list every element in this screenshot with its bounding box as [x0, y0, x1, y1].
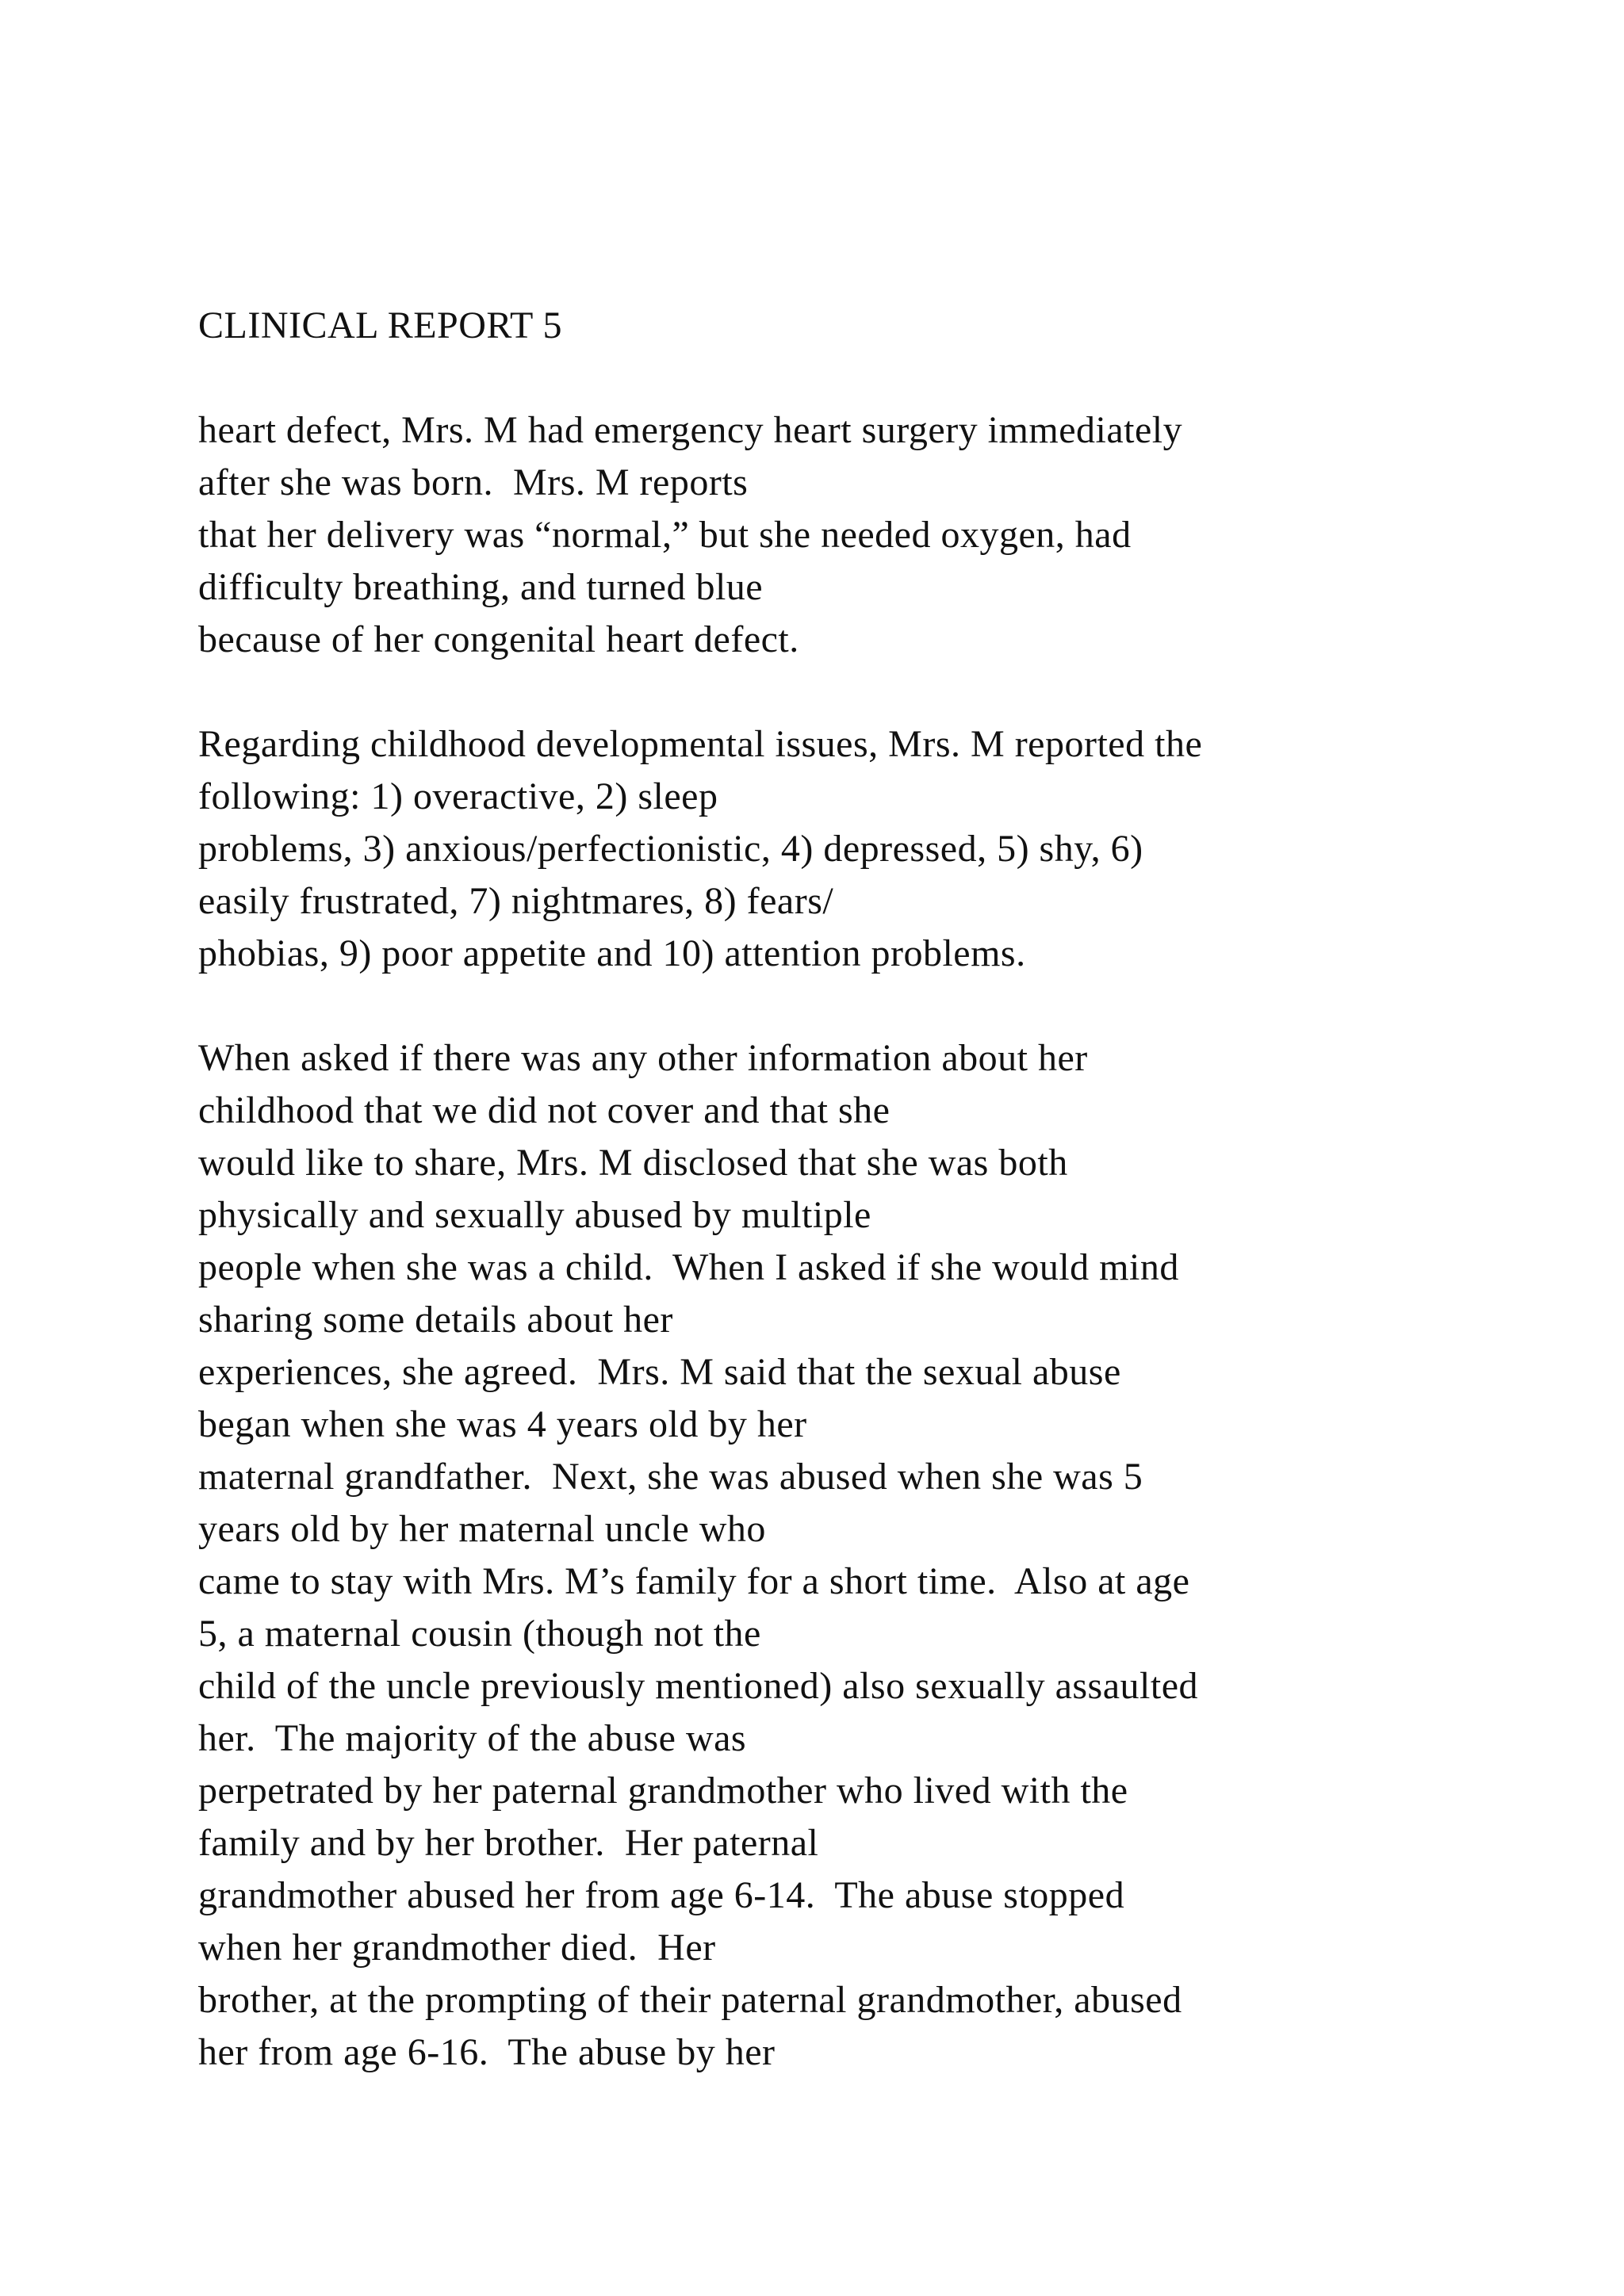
text-line: that her delivery was “normal,” but she needed oxygen, had [198, 514, 1132, 556]
paragraph-birth-history [198, 404, 1546, 666]
text-line: following: 1) overactive, 2) sleep [198, 775, 718, 817]
text-line: her. The majority of the abuse was [198, 1717, 747, 1759]
text-line: childhood that we did not cover and that she [198, 1089, 891, 1131]
text-line: experiences, she agreed. Mrs. M said that the sexual abuse [198, 1351, 1121, 1393]
paragraph-spacer [198, 666, 1546, 718]
text-line: because of her congenital heart defect. [198, 618, 799, 660]
text-line: her from age 6-16. The abuse by her [198, 2031, 776, 2073]
document-body [198, 300, 1546, 2079]
text-line: perpetrated by her paternal grandmother who lived with the [198, 1770, 1128, 1812]
paragraph-abuse-history [198, 1032, 1546, 2079]
text-line: sharing some details about her [198, 1299, 673, 1341]
text-line: When asked if there was any other information about her [198, 1037, 1088, 1079]
text-line: years old by her maternal uncle who [198, 1508, 766, 1550]
text-line: family and by her brother. Her paternal [198, 1822, 819, 1864]
text-line: difficulty breathing, and turned blue [198, 566, 764, 608]
text-line: began when she was 4 years old by her [198, 1403, 807, 1445]
paragraph-spacer [198, 352, 1546, 404]
text-line: easily frustrated, 7) nightmares, 8) fears/ [198, 880, 834, 922]
text-line: after she was born. Mrs. M reports [198, 461, 749, 503]
text-line: 5, a maternal cousin (though not the [198, 1613, 761, 1655]
text-line: problems, 3) anxious/perfectionistic, 4) depressed, 5) shy, 6) [198, 828, 1143, 870]
paragraph-developmental-issues [198, 718, 1546, 980]
text-line: brother, at the prompting of their paternal grandmother, abused [198, 1979, 1182, 2021]
text-line: heart defect, Mrs. M had emergency heart surgery immediately [198, 409, 1183, 451]
text-line: physically and sexually abused by multiple [198, 1194, 871, 1236]
text-line: came to stay with Mrs. M’s family for a short time. Also at age [198, 1560, 1190, 1602]
text-line: when her grandmother died. Her [198, 1927, 716, 1969]
text-line: Regarding childhood developmental issues, Mrs. M reported the [198, 723, 1203, 765]
running-header: CLINICAL REPORT 5 [198, 304, 562, 346]
text-line: people when she was a child. When I asked if she would mind [198, 1246, 1179, 1288]
paragraph-spacer [198, 980, 1546, 1032]
text-line: would like to share, Mrs. M disclosed that she was both [198, 1142, 1068, 1184]
text-line: child of the uncle previously mentioned) also sexually assaulted [198, 1665, 1199, 1707]
text-line: phobias, 9) poor appetite and 10) attention problems. [198, 932, 1026, 974]
text-line: grandmother abused her from age 6-14. The abuse stopped [198, 1874, 1125, 1916]
text-line: maternal grandfather. Next, she was abused when she was 5 [198, 1456, 1143, 1498]
